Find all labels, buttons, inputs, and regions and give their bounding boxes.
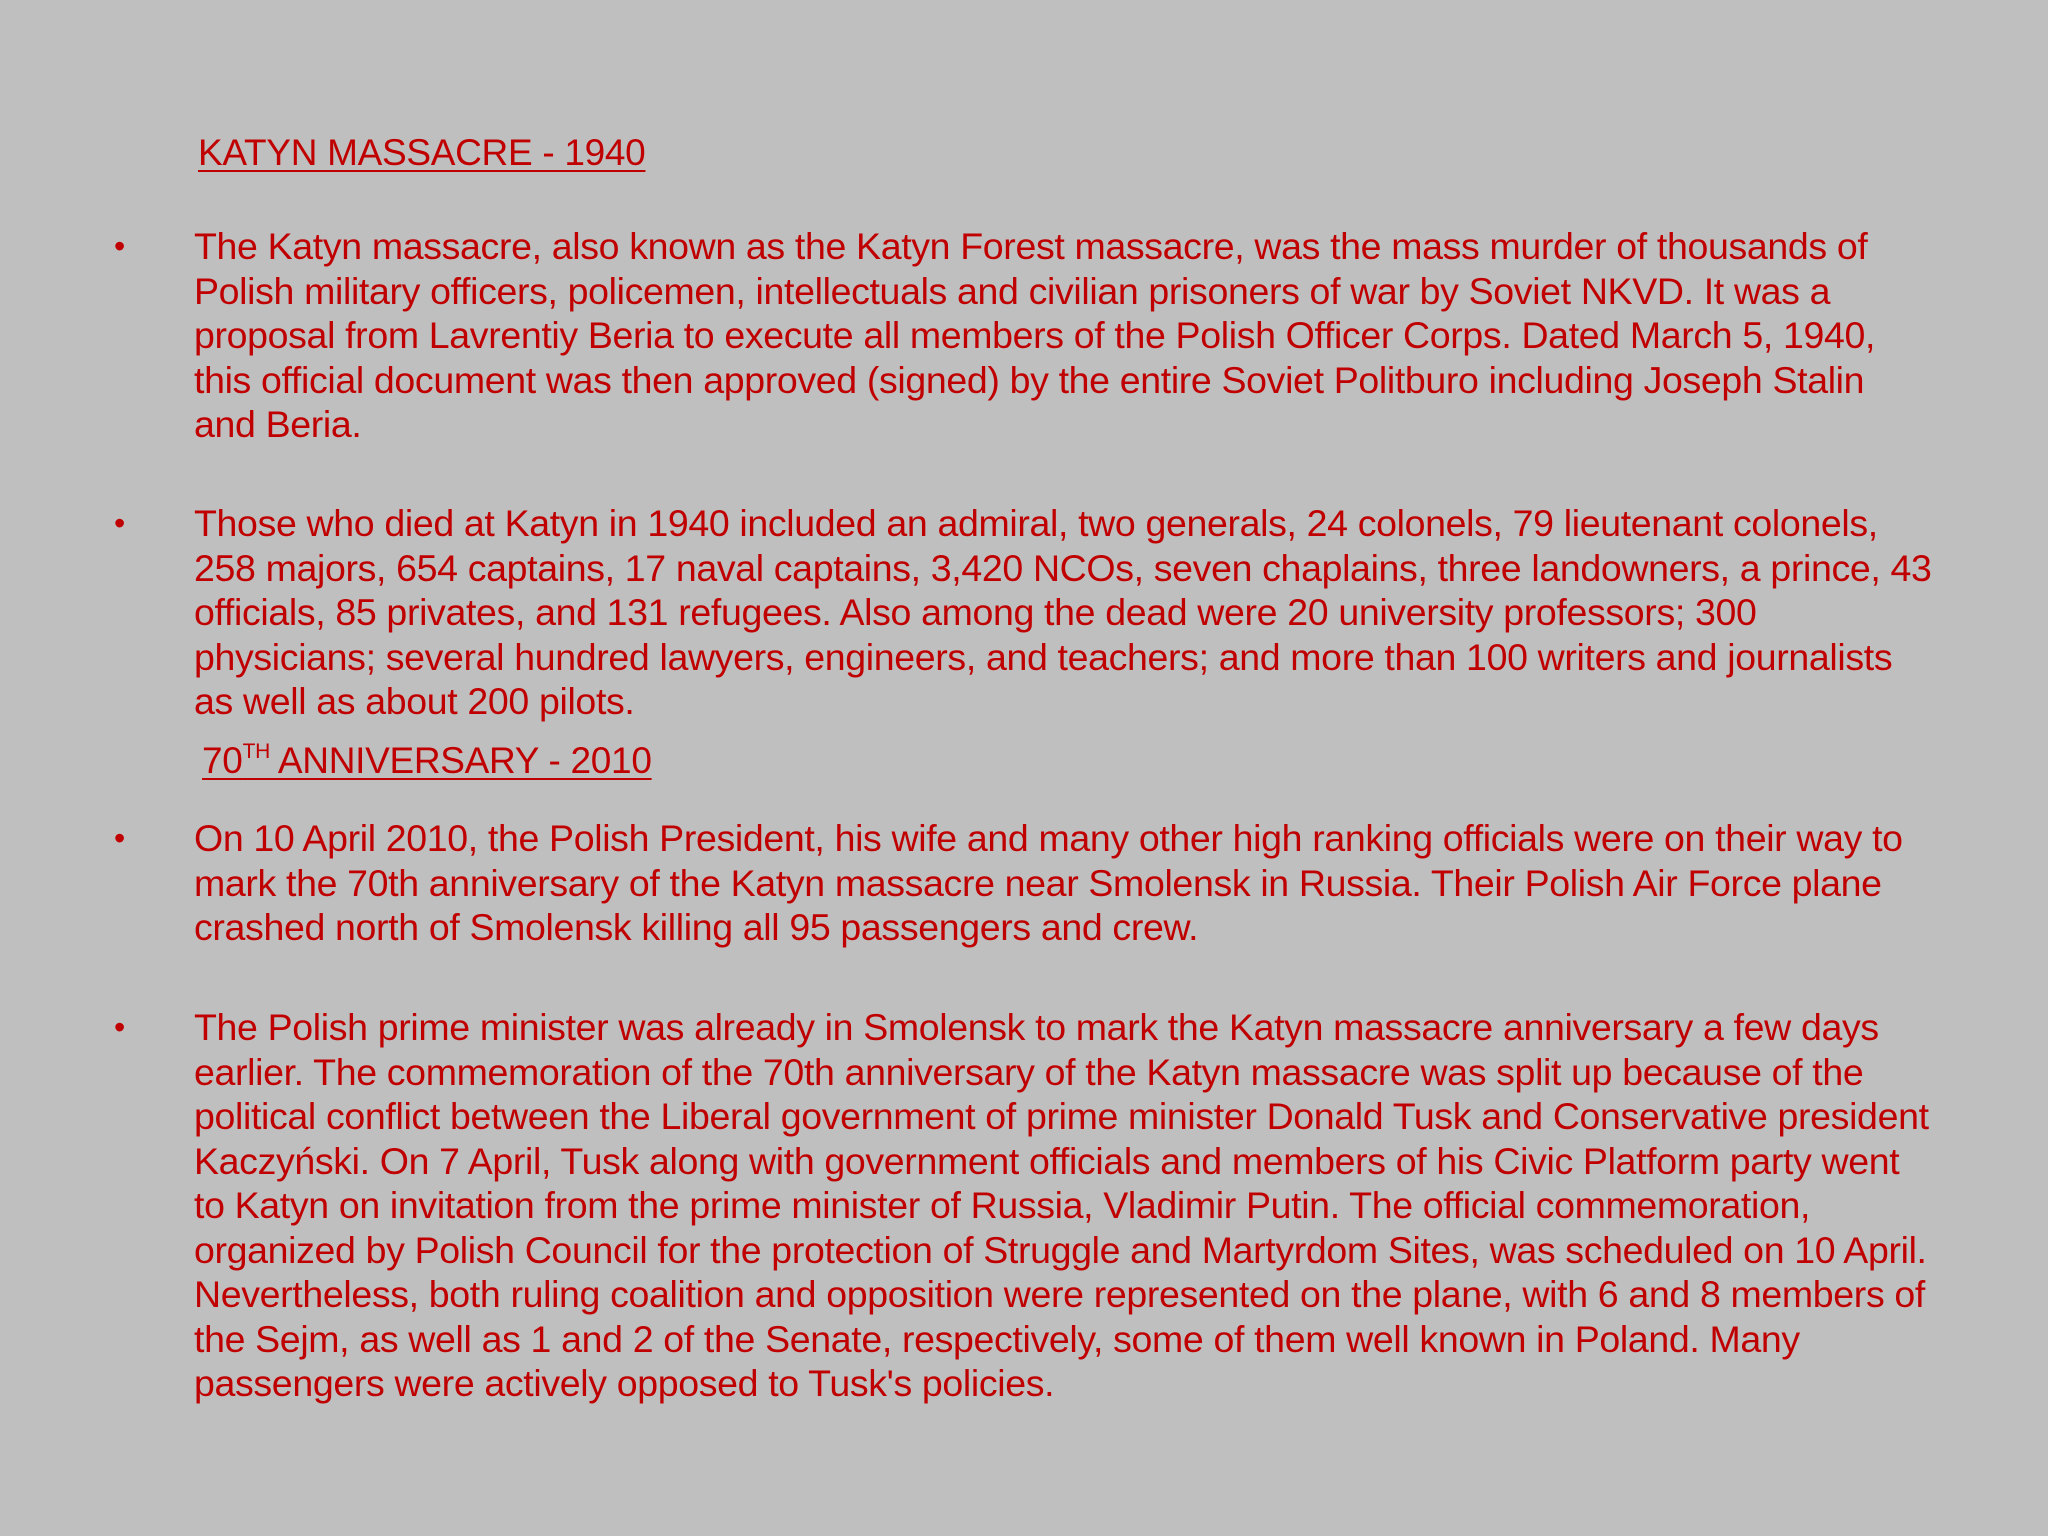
heading-ordinal-suffix: TH <box>242 740 270 763</box>
heading-number: 70 <box>202 740 243 781</box>
bullet-text: The Katyn massacre, also known as the Katyn Forest massacre, was the mass murder of thousands of Polish military officers, policemen, intellectuals and civilian prisoners of war by Soviet NKVD. It was a proposal from Lavrentiy Beria to execute all members of the Polish Officer Corps. Dated March 5, 1940, this official document was then approved (signed) by the entire Soviet Politburo including Joseph Stalin and Beria. <box>194 225 1876 445</box>
bullet-item <box>114 501 1934 724</box>
bullet-text: The Polish prime minister was already in Smolensk to mark the Katyn massacre anniversary a few days earlier. The commemoration of the 70th anniversary of the Katyn massacre was split up because of the political conflict between the Liberal government of prime minister Donald Tusk and Conservative president Kaczyński. On 7 April, Tusk along with government officials and members of his Civic Platform party went to Katyn on invitation from the prime minister of Russia, Vladimir Putin. The official commemoration, organized by Polish Council for the protection of Struggle and Martyrdom Sites, was scheduled on 10 April. Nevertheless, both ruling coalition and opposition were represented on the plane, with 6 and 8 members of the Sejm, as well as 1 and 2 of the Senate, respectively, some of them well known in Poland. Many passengers were actively opposed to Tusk's policies. <box>194 1006 1929 1404</box>
heading-text: KATYN MASSACRE - 1940 <box>198 132 646 173</box>
bullet-item <box>114 816 1934 950</box>
heading-text: ANNIVERSARY - 2010 <box>269 740 652 781</box>
bullet-marker: • <box>114 1009 125 1045</box>
section-heading-70th-anniversary <box>202 739 652 783</box>
bullet-marker: • <box>114 505 125 541</box>
bullet-marker: • <box>114 820 125 856</box>
section-heading-katyn-massacre <box>198 131 645 175</box>
bullet-item <box>114 224 1934 447</box>
bullet-item <box>114 1005 1934 1406</box>
bullet-marker: • <box>114 228 125 264</box>
bullet-text: Those who died at Katyn in 1940 included an admiral, two generals, 24 colonels, 79 lieutenant colonels, 258 majors, 654 captains, 17 naval captains, 3,420 NCOs, seven chaplains, three landowners, a prince, 43 officials, 85 privates, and 131 refugees. Also among the dead were 20 university professors; 300 physicians; several hundred lawyers, engineers, and teachers; and more than 100 writers and journalists as well as about 200 pilots. <box>194 502 1932 722</box>
bullet-text: On 10 April 2010, the Polish President, his wife and many other high ranking officials were on their way to mark the 70th anniversary of the Katyn massacre near Smolensk in Russia. Their Polish Air Force plane crashed north of Smolensk killing all 95 passengers and crew. <box>194 817 1903 948</box>
